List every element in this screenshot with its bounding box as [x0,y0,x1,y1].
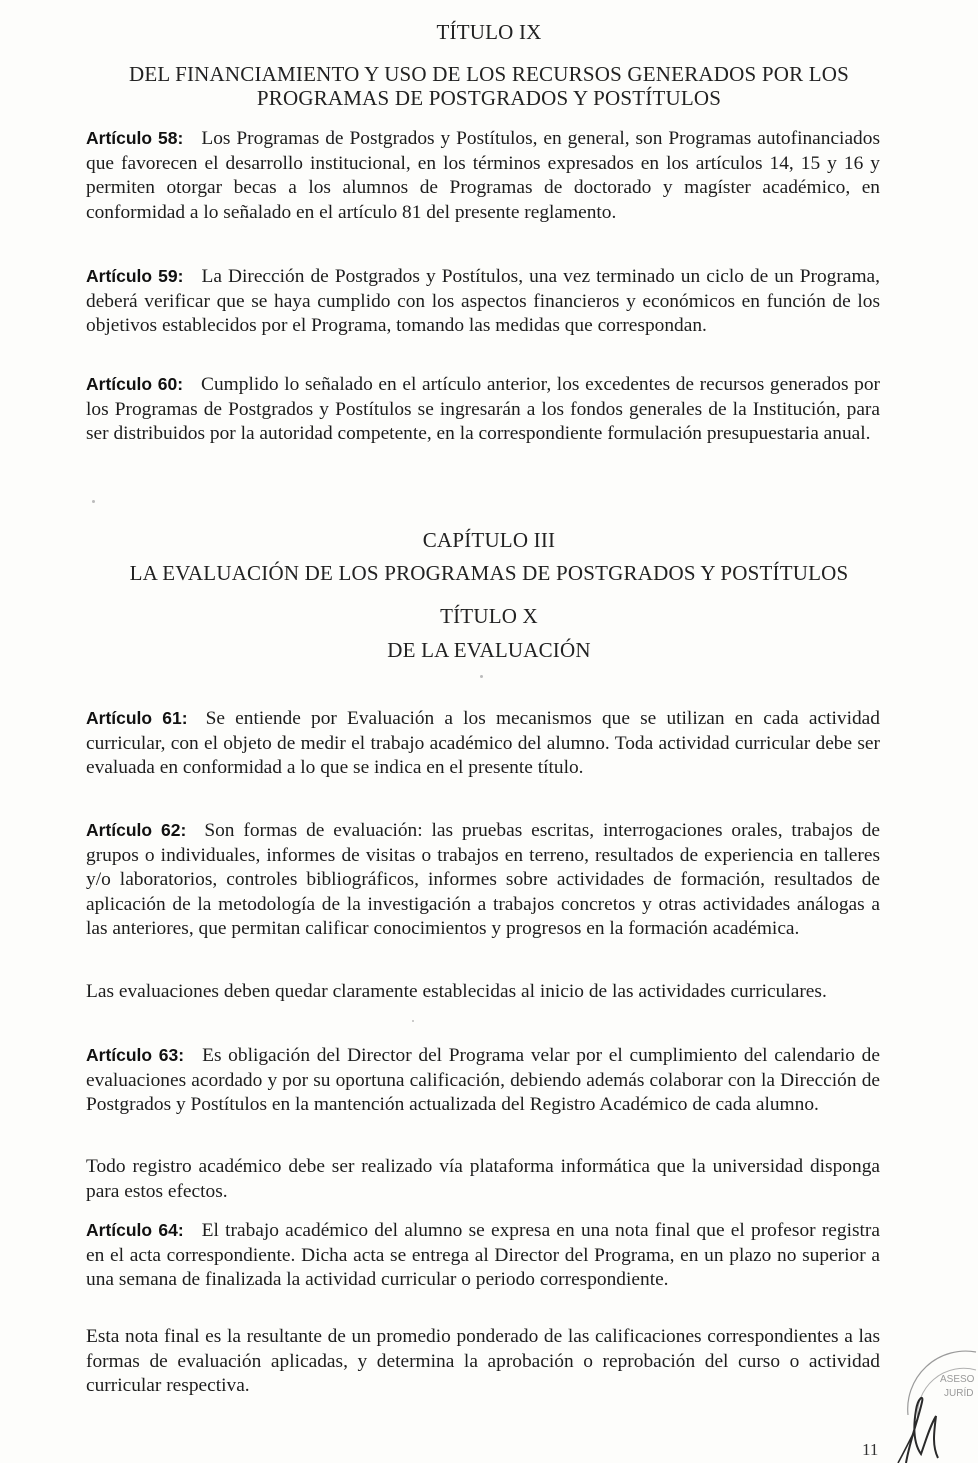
article-64-text: El trabajo académico del alumno se expresa en una nota final que el profesor registra en el acta correspondiente. Dicha acta se entrega al Director del Programa, en un plazo no superior a una semana de finalizada la actividad curricular o periodo correspondiente. [86,1220,880,1290]
capitulo-iii-heading: CAPÍTULO III [422,528,556,552]
legal-stamp-seal-icon [888,1340,978,1463]
article-64-label: Artículo 64: [86,1220,184,1240]
titulo-ix-subheading: DEL FINANCIAMIENTO Y USO DE LOS RECURSOS GENERADOS POR LOS PROGRAMAS DE POSTGRADOS Y POSTÍTULOS [128,62,849,110]
titulo-x-heading: TÍTULO X [440,604,538,628]
article-64 [86,1218,880,1293]
article-58-text: Los Programas de Postgrados y Postítulos, en general, son Programas autofinanciados que favorecen el desarrollo institucional, en los términos expresados en los artículos 14, 15 y 16 y permiten otorgar becas a los alumnos de Programas de doctorado y magíster académico, en conformidad a lo señalado en el artículo 81 del presente reglamento. [86,128,880,223]
svg-text:JURÍD: JURÍD [944,1388,974,1399]
article-62-label: Artículo 62: [86,820,187,840]
article-59 [86,264,880,339]
titulo-ix-heading: TÍTULO IX [436,20,542,44]
article-58-label: Artículo 58: [86,128,184,148]
article-59-text: La Dirección de Postgrados y Postítulos, una vez terminado un ciclo de un Programa, deberá verificar que se haya cumplido con los aspectos financieros y económicos en función de los objetivos establecidos por el Programa, tomando las medidas que correspondan. [86,266,880,336]
article-64-paragraph-2-text: Esta nota final es la resultante de un promedio ponderado de las calificaciones correspondientes a las formas de evaluación aplicadas, y determina la aprobación o reprobación del curso o actividad curricular respectiva. [86,1326,880,1396]
scan-speck [412,1020,414,1022]
titulo-x-subheading: DE LA EVALUACIÓN [387,638,591,662]
article-61 [86,706,880,781]
article-61-text: Se entiende por Evaluación a los mecanismos que se utilizan en cada actividad curricular, con el objeto de medir el trabajo académico del alumno. Toda actividad curricular debe ser evaluada en conformidad a lo que se indica en el presente título. [86,708,880,778]
article-61-label: Artículo 61: [86,708,188,728]
article-63-label: Artículo 63: [86,1045,185,1065]
article-60-label: Artículo 60: [86,374,184,394]
article-63-text: Es obligación del Director del Programa velar por el cumplimiento del calendario de evaluaciones acordado y por su oportuna calificación, debiendo además colaborar con la Dirección de Postgrados y Postítulos en la mantención actualizada del Registro Académico de cada alumno. [86,1045,880,1115]
article-63-paragraph-2 [86,1155,880,1204]
scan-speck [480,675,483,678]
svg-text:ASESO: ASESO [940,1374,975,1385]
page-number: 11 [862,1440,879,1459]
article-62-paragraph-2 [86,980,880,1005]
article-62 [86,818,880,942]
capitulo-iii-subheading: LA EVALUACIÓN DE LOS PROGRAMAS DE POSTGRADOS Y POSTÍTULOS [129,561,849,585]
article-60-text: Cumplido lo señalado en el artículo anterior, los excedentes de recursos generados por los Programas de Postgrados y Postítulos se ingresarán a los fondos generales de la Institución, para ser distribuidos por la autoridad competente, en la correspondiente formulación presupuestaria anual. [86,374,880,444]
article-63-paragraph-2-text: Todo registro académico debe ser realizado vía plataforma informática que la universidad disponga para estos efectos. [86,1156,880,1202]
article-63 [86,1043,880,1118]
scan-speck [92,500,95,503]
article-64-paragraph-2 [86,1325,880,1399]
article-62-text: Son formas de evaluación: las pruebas escritas, interrogaciones orales, trabajos de grupos o individuales, informes de visitas o trabajos en terreno, resultados de experiencia en talleres y/o laboratorios, controles bibliográficos, informes sobre actividades de formación, resultados de aplicación de la metodología de la investigación a trabajos concretos y otras actividades análogas a las anteriores, que permitan calificar conocimientos y progresos en la formación académica. [86,820,880,939]
article-58 [86,126,880,225]
article-60 [86,372,880,447]
article-62-paragraph-2-text: Las evaluaciones deben quedar claramente establecidas al inicio de las actividades curriculares. [86,981,827,1002]
article-59-label: Artículo 59: [86,266,184,286]
